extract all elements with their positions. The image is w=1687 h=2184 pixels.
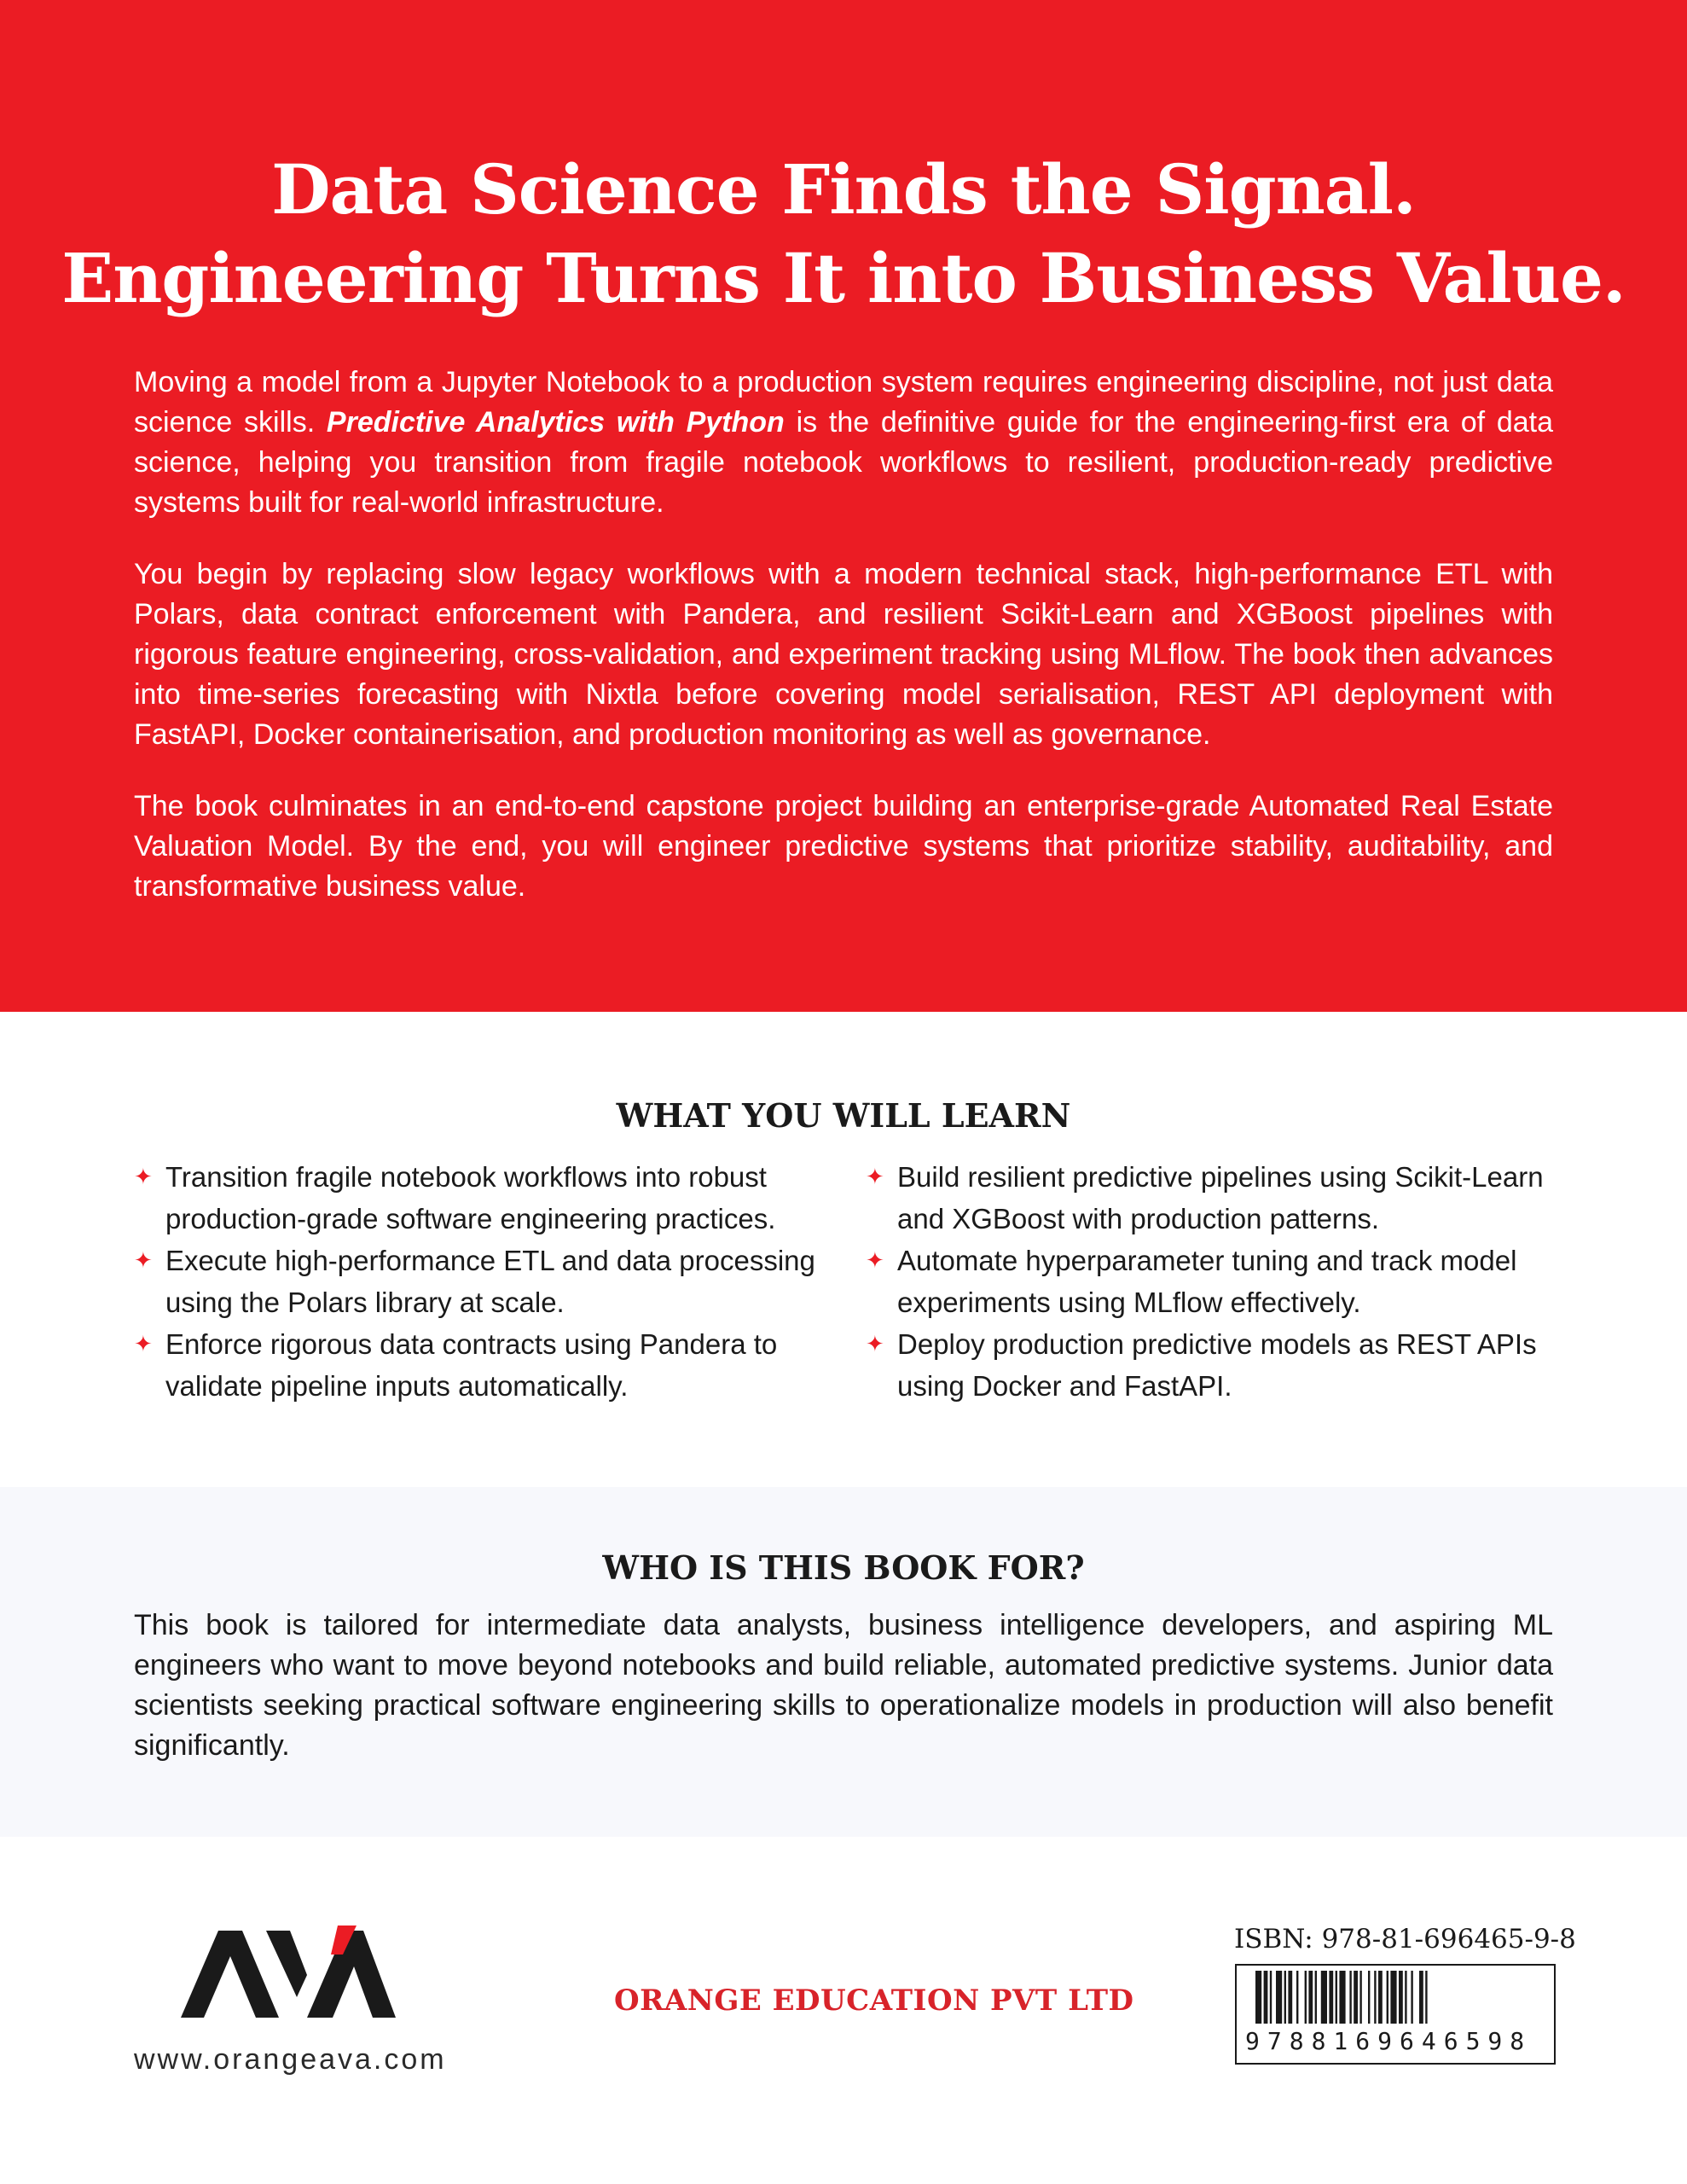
learn-item-text: Transition fragile notebook workflows into robust production-grade software engineering practices. [165,1161,776,1234]
learn-item [134,1240,833,1323]
learn-item-text: Deploy production predictive models as REST APIs using Docker and FastAPI. [897,1328,1537,1402]
audience-section-title: WHO IS THIS BOOK FOR? [602,1548,1085,1587]
headline [0,145,1687,322]
learn-item-text: Enforce rigorous data contracts using Pandera to validate pipeline inputs automatically. [165,1328,778,1402]
headline-line-1: Data Science Finds the Signal. [271,149,1416,229]
learn-item [134,1156,833,1240]
learn-item-text: Automate hyperparameter tuning and track model experiments using MLflow effectively. [897,1245,1517,1318]
barcode-bars-icon [1237,1966,1554,2025]
bullet-star-icon: ✦ [866,1331,884,1356]
learn-item [866,1240,1565,1323]
learn-list-left [134,1156,833,1407]
isbn-label: ISBN: 978-81-696465-9-8 [1234,1924,1576,1955]
isbn-barcode [1235,1964,1556,2065]
learn-item [134,1323,833,1407]
learn-item [866,1323,1565,1407]
publisher-website: www.orangeava.com [134,2043,447,2076]
bullet-star-icon: ✦ [134,1164,153,1189]
bullet-star-icon: ✦ [134,1331,153,1356]
intro-paragraph-1-part-2: is the definitive guide for the engineering-first era of data science, helping you transition from fragile notebook workflows to resilient, production-ready predictive systems built for real-world infrastructure. [134,406,1554,519]
barcode-digits: 9788169646598 [1245,2027,1533,2055]
audience-paragraph: This book is tailored for intermediate data analysts, business intelligence developers, and aspiring ML engineers who want to move beyond notebooks and build reliable, automated predictive systems. Junior data scientists seeking practical software engineering skills to operationalize models in production will also benefit significantly. [134,1609,1553,1762]
intro-paragraph-2: You begin by replacing slow legacy workflows with a modern technical stack, high-performance ETL with Polars, data contract enforcement with Pandera, and resilient Scikit-Learn and XGBoost pipelines with rigorous feature engineering, cross-validation, and experiment tracking using MLflow. The book then advances into time-series forecasting with Nixtla before covering model serialisation, REST API deployment with FastAPI, Docker containerisation, and production monitoring as well as governance. [134,558,1553,751]
bullet-star-icon: ✦ [134,1247,153,1273]
ava-logo [181,1924,396,2018]
learn-section-title: WHAT YOU WILL LEARN [616,1096,1071,1135]
hero-section [0,0,1687,1012]
learn-item [866,1156,1565,1240]
intro-paragraph-1 [134,363,1553,523]
headline-line-2: Engineering Turns It into Business Value. [61,238,1626,318]
intro-paragraph-3: The book culminates in an end-to-end capstone project building an enterprise-grade Automated Real Estate Valuation Model. By the end, you will engineer predictive systems that prioritize stability, auditability, and transformative business value. [134,790,1553,903]
learn-item-text: Execute high-performance ETL and data processing using the Polars library at scale. [165,1245,815,1318]
intro-paragraph-1-part-1: Moving a model from a Jupyter Notebook to a production system requires engineering discipline, not just data science skills. [134,366,1553,439]
learn-list-right [866,1156,1565,1407]
bullet-star-icon: ✦ [866,1164,884,1189]
book-title: Predictive Analytics with Python [326,406,785,439]
bullet-star-icon: ✦ [866,1247,884,1273]
learn-item-text: Build resilient predictive pipelines using Scikit-Learn and XGBoost with production patterns. [897,1161,1544,1234]
publisher-name: ORANGE EDUCATION PVT LTD [614,1984,1134,2018]
